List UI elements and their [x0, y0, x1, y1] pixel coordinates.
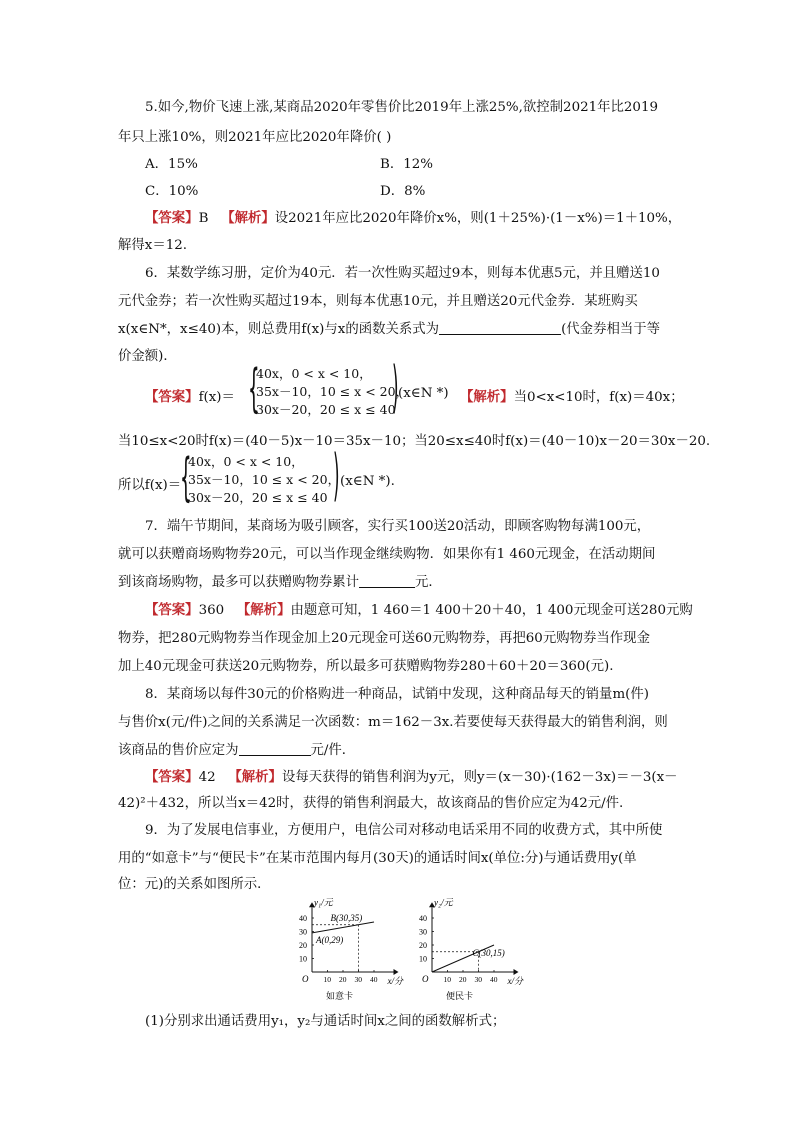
left-brace: {: [248, 359, 260, 419]
q5-option-d: D．8%: [380, 184, 426, 199]
chart-caption: 如意卡: [326, 991, 354, 1001]
q7-answer: 360: [198, 603, 225, 618]
analysis-tag: 【解析】: [460, 389, 514, 405]
q9-stem-line3: 位：元)的关系如图所示．: [118, 877, 271, 892]
q7-analysis2: 物券，把280元购物券当作现金加上20元现金可送60元购物券，再把60元购物券当作现金: [118, 631, 650, 646]
y-tick-label: 40: [419, 914, 427, 923]
q6-answer-fx: f(x)＝: [198, 390, 235, 405]
q6-analysis1: 当0<x<10时，f(x)＝40x；: [513, 390, 684, 405]
x-axis-label: x/分: [387, 976, 403, 986]
x-tick-label: 20: [459, 975, 467, 984]
q7-stem-line3: [118, 571, 442, 590]
chart-caption: 便民卡: [446, 991, 474, 1001]
point-label: B(30,35): [330, 912, 363, 923]
series-line-y1: [312, 922, 374, 933]
q6-analysis-line1: [460, 386, 684, 405]
point-label: C(30,15): [472, 947, 505, 958]
piecewise-case-2: 35x－10，10 ≤ x < 20，: [256, 384, 409, 399]
left-brace: {: [180, 448, 192, 508]
q7-answer-line: [145, 599, 693, 618]
q6-stem-line2: 元代金券；若一次性购买超过19本，则每本优惠10元，并且赠送20元代金券．某班购买: [118, 294, 638, 309]
q5-option-c: C．10%: [145, 184, 199, 199]
y-tick-label: 10: [299, 954, 307, 964]
q5-analysis1: 设2021年应比2020年降价x%，则(1＋25%)·(1－x%)＝1＋10%，: [274, 211, 682, 226]
analysis-tag: 【解析】: [236, 602, 291, 618]
y-tick-label: 20: [419, 941, 427, 950]
x-tick-label: 30: [474, 975, 482, 984]
q8-stem-line3a: 该商品的售价应定为: [118, 743, 239, 758]
q6-analysis2: 当10≤x<20时f(x)＝(40－5)x－10＝35x－10；当20≤x≤40时f(x)＝(40－10)x－20＝30x－20.: [118, 434, 711, 449]
q5-stem-line1: 5.如今,物价飞速上涨,某商品2020年零售价比2019年上涨25%,欲控制2021年比2019: [145, 100, 658, 115]
answer-tag: 【答案】: [145, 769, 199, 785]
x-tick-label: 10: [443, 975, 451, 984]
answer-blank: [439, 322, 561, 335]
q8-answer: 42: [198, 770, 216, 785]
q5-answer-line: [145, 207, 681, 226]
q5-analysis2: 解得x＝12.: [118, 238, 188, 253]
q9-stem-line1: 9．为了发展电信事业，方便用户，电信公司对移动电话采用不同的收费方式，其中所使: [145, 823, 663, 838]
y-axis-label: y₁/元: [314, 897, 333, 908]
q8-stem-line1: 8．某商场以每件30元的价格购进一种商品，试销中发现，这种商品每天的销量m(件): [145, 687, 649, 702]
q6-cond2: (x∈N *).: [340, 474, 395, 489]
q6-stem-line4: 价金额)．: [118, 349, 177, 364]
q8-analysis2: 42)²＋432，所以当x＝42时，获得的销售利润最大，故该商品的售价应定为42元/件.: [118, 796, 624, 811]
y-axis-label: y₂/元: [434, 897, 453, 908]
q7-stem-line1: 7．端午节期间，某商场为吸引顾客，实行买100送20活动，即顾客购物每满100元，: [145, 519, 651, 534]
chart-ruyi-card: [290, 896, 403, 1006]
q8-stem-line2: 与售价x(元/件)之间的关系满足一次函数：m＝162－3x.若要使每天获得最大的销售利润，则: [118, 715, 668, 730]
q6-so-fx: 所以f(x)＝: [118, 478, 182, 493]
q8-analysis1: 设每天获得的销售利润为y元，则y＝(x－30)·(162－3x)＝－3(x－: [281, 770, 678, 785]
piecewise-case-3: 30x－20，20 ≤ x ≤ 40: [256, 402, 396, 417]
answer-tag: 【答案】: [145, 210, 199, 226]
x-tick-label: 40: [490, 975, 498, 984]
q8-stem-line3: [118, 739, 355, 758]
x-tick-label: 40: [370, 975, 378, 984]
x-axis-arrow: [514, 969, 519, 975]
y-tick-label: 40: [299, 914, 307, 923]
answer-blank: [239, 743, 311, 756]
q6-stem-line1: 6．某数学练习册，定价为40元．若一次性购买超过9本，则每本优惠5元，并且赠送10: [145, 266, 660, 281]
x-tick-label: 10: [323, 975, 331, 984]
right-paren: ): [392, 355, 399, 420]
q6-answer-cond: (x∈N *): [398, 386, 449, 401]
q6-stem-line3b: (代金券相当于等: [561, 322, 661, 337]
q5-stem-line2: 年只上涨10%，则2021年应比2020年降价( ): [118, 130, 392, 145]
q5-option-b: B．12%: [380, 157, 433, 172]
right-paren: ): [333, 443, 340, 508]
q5-answer: B: [198, 211, 209, 226]
y-tick-label: 30: [299, 927, 307, 937]
answer-tag: 【答案】: [145, 389, 199, 405]
q9-stem-line2: 用的“如意卡”与“便民卡”在某市范围内每月(30天)的通话时间x(单位:分)与通话费用y(单: [118, 851, 637, 866]
y-tick-label: 10: [419, 954, 427, 964]
piecewise-case-1: 40x，0 < x < 10，: [188, 454, 304, 469]
q9-sub1: (1)分别求出通话费用y₁，y₂与通话时间x之间的函数解析式；: [145, 1014, 506, 1029]
q6-answer-label: [145, 386, 235, 405]
q5-option-a: A．15%: [145, 157, 198, 172]
answer-tag: 【答案】: [145, 602, 199, 618]
q8-answer-line: [145, 766, 678, 785]
x-tick-label: 30: [354, 975, 362, 984]
origin-label: O: [422, 974, 429, 984]
answer-blank: [359, 575, 415, 588]
piecewise-case-3: 30x－20，20 ≤ x ≤ 40: [188, 490, 328, 505]
analysis-tag: 【解析】: [221, 210, 275, 226]
origin-label: O: [302, 974, 309, 984]
chart-bianmin-card: [410, 896, 523, 1006]
q7-stem-line3b: 元．: [415, 575, 442, 590]
q8-stem-line3b: 元/件．: [310, 743, 356, 758]
analysis-tag: 【解析】: [228, 769, 282, 785]
q7-stem-line2: 就可以获赠商场购物券20元，可以当作现金继续购物．如果你有1 460元现金，在活动期间: [118, 547, 656, 562]
piecewise-case-1: 40x，0 < x < 10，: [256, 366, 372, 381]
y-tick-label: 20: [299, 941, 307, 950]
q7-analysis3: 加上40元现金可获送20元购物券，所以最多可获赠购物券280＋60＋20＝360(元).: [118, 659, 614, 674]
x-tick-label: 20: [339, 975, 347, 984]
q7-analysis1: 由题意可知，1 460＝1 400＋20＋40，1 400元现金可送280元购: [290, 603, 693, 618]
q6-stem-line3: [118, 318, 660, 337]
x-axis-arrow: [394, 969, 399, 975]
x-axis-label: x/分: [507, 976, 523, 986]
point-label: A(0,29): [316, 934, 344, 945]
q6-stem-line3a: x(x∈N*，x≤40)本，则总费用f(x)与x的函数关系式为: [118, 322, 440, 337]
y-tick-label: 30: [419, 927, 427, 937]
q7-stem-line3a: 到该商场购物，最多可以获赠购物券累计: [118, 575, 360, 590]
piecewise-case-2: 35x－10，10 ≤ x < 20，: [188, 472, 341, 487]
